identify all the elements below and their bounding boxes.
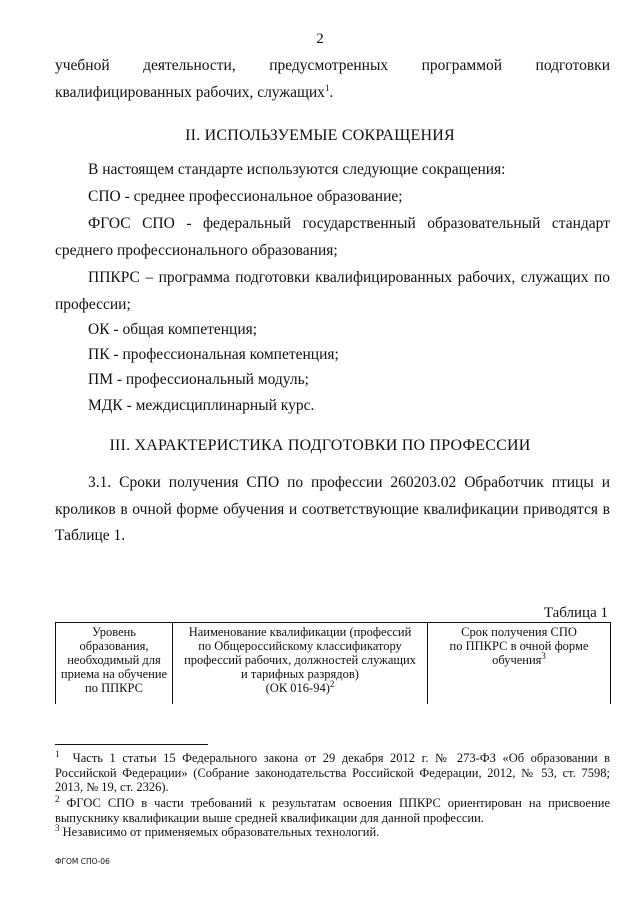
text-line: среднего профессионального образования; [55, 242, 338, 259]
intro-line-2: квалифицированных рабочих, служащих$^1$. [55, 82, 334, 101]
text-line: ПМ - профессиональный модуль; [88, 371, 309, 388]
intro-word: подготовки [535, 57, 610, 74]
text-line: ППКРС – программа подготовки квалифицированных рабочих, служащих по [88, 269, 610, 286]
text-line: профессии; [55, 296, 131, 313]
text-line: ПК - профессиональная компетенция; [88, 346, 339, 363]
section-2-heading: II. ИСПОЛЬЗУЕМЫЕ СОКРАЩЕНИЯ [185, 127, 455, 144]
footnote-ref: 3 [541, 650, 546, 661]
text-line: В настоящем стандарте используются следующие сокращения: [88, 161, 506, 178]
footnote-separator [55, 744, 208, 745]
text-line: СПО - среднее профессиональное образование; [88, 188, 403, 205]
page-footer-code: ФГОМ СПО-06 [55, 857, 110, 866]
text-line: МДК - междисциплинарный курс. [88, 397, 315, 414]
table-header-cell: Срок получения СПО по ППКРС в очной форме обучения$^3$ [428, 623, 611, 705]
qualification-table [55, 622, 611, 704]
footnote-2: $^2$ ФГОС СПО в части требований к результатам освоения ППКРС ориентирован на присвоение выпускнику квалификации выше средней квалификации для данной профессии. [55, 793, 611, 825]
table-header-cell: Наименование квалификации (профессий по Общероссийскому классификатору профессий рабочих, должностей служащих и тарифных разрядов) (ОК 016-94)$^2$ [173, 623, 428, 705]
section-3-heading: III. ХАРАКТЕРИСТИКА ПОДГОТОВКИ ПО ПРОФЕССИИ [109, 437, 531, 454]
page-number: 2 [316, 31, 324, 47]
intro-word: программой [421, 57, 503, 74]
text-line: 3.1. Сроки получения СПО по профессии 260203.02 Обработчик птицы и [88, 474, 610, 491]
intro-word: деятельности, [143, 57, 236, 74]
intro-word: предусмотренных [269, 57, 389, 74]
table-header-row [56, 623, 611, 705]
text-line: Таблице 1. [55, 527, 126, 544]
table-caption: Таблица 1 [543, 605, 608, 621]
table-header-cell: Уровень образования, необходимый для приема на обучение по ППКРС [56, 623, 173, 705]
footnote-3: $^3$ Независимо от применяемых образовательных технологий. [55, 822, 380, 839]
footnote-1: $^1$ Часть 1 статьи 15 Федерального закона от 29 декабря 2012 г. № 273-ФЗ «Об образовании в Российской Федерации» (Собрание законодательства Российской Федерации, 2012, № 53, ст. 7598; 2013, № 19, ст. 2326). [55, 748, 610, 794]
intro-line-1 [55, 56, 610, 76]
intro-word: учебной [55, 57, 110, 74]
text-line: ФГОС СПО - федеральный государственный образовательный стандарт [88, 215, 610, 232]
text-line: ОК - общая компетенция; [88, 321, 258, 338]
footnote-ref: 1 [324, 82, 330, 93]
text-line: кроликов в очной форме обучения и соответствующие квалификации приводятся в [55, 501, 610, 518]
footnote-ref: 2 [329, 678, 335, 689]
